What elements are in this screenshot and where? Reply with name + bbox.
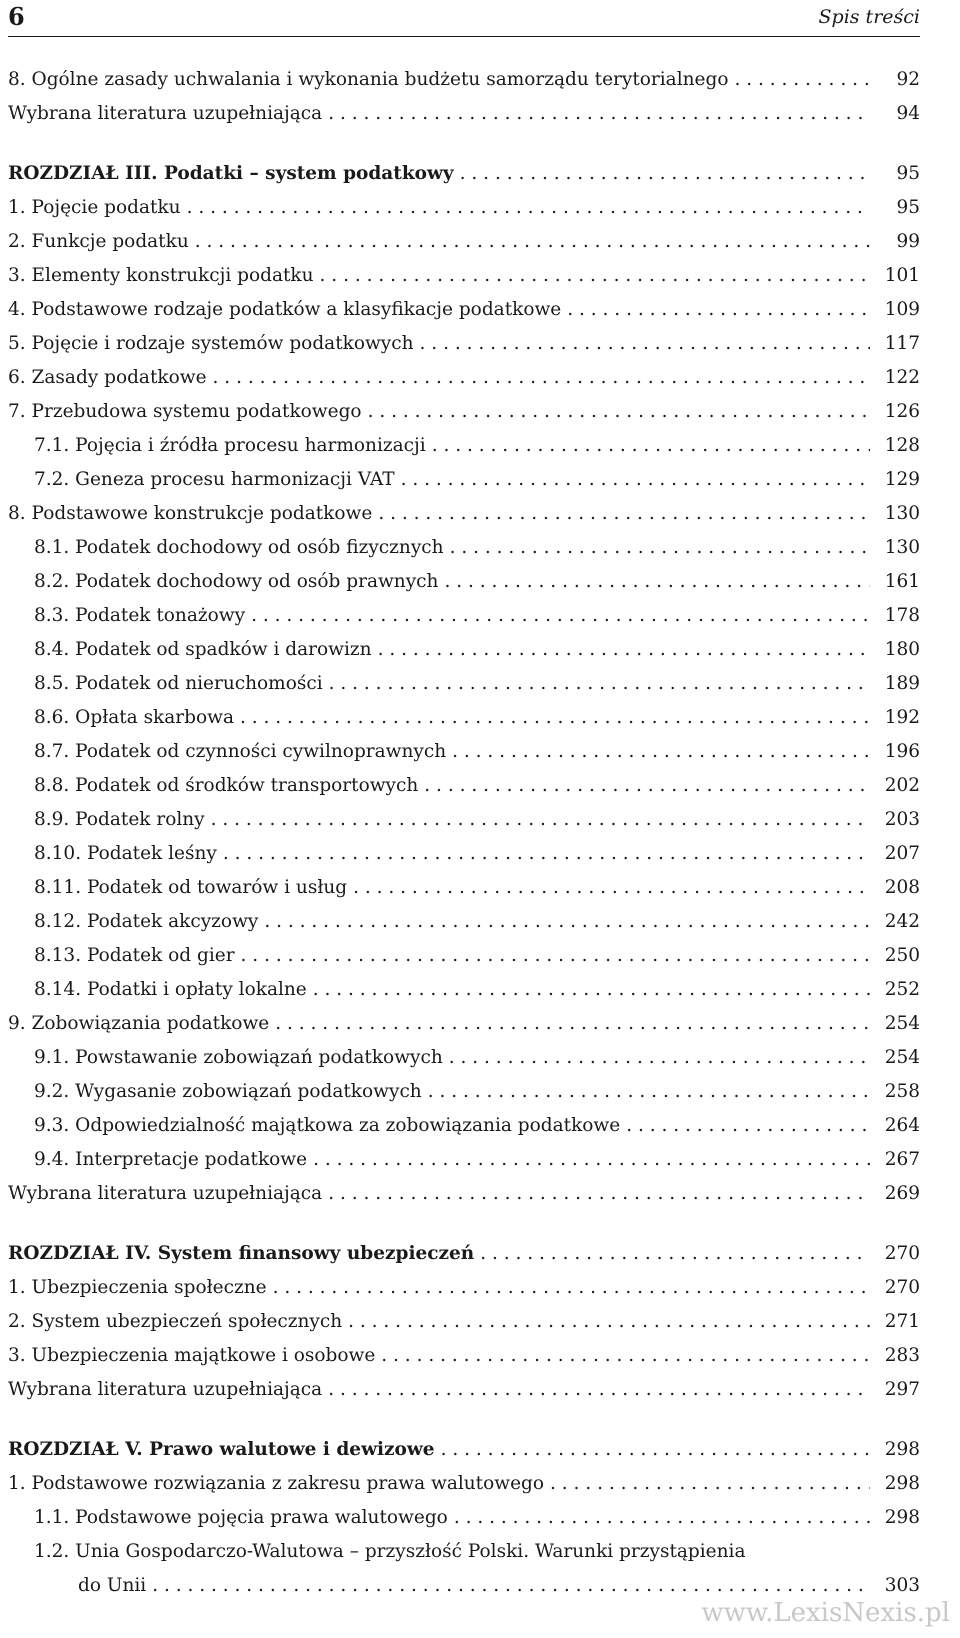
toc-entry-page: 258 [884,1081,920,1102]
toc-entry-label: 8.7. Podatek od czynności cywilnoprawnych [34,741,447,762]
toc-entry[interactable] [8,92,920,126]
dot-leader [401,468,870,492]
toc-entry-label: Wybrana literatura uzupełniająca [8,1183,323,1204]
toc-entry-label: 1.1. Podstawowe pojęcia prawa walutowego [34,1507,448,1528]
toc-entry-page: 270 [884,1243,920,1264]
toc-entry-label: 4. Podstawowe rodzaje podatków a klasyfikacje podatkowe [8,299,562,320]
toc-entry-page: 189 [884,673,920,694]
toc-entry-page: 161 [884,571,920,592]
toc-entry-label: 3. Elementy konstrukcji podatku [8,265,314,286]
toc-entry-page: 122 [884,367,920,388]
dot-leader [313,978,870,1002]
toc-entry-label: 8.12. Podatek akcyzowy [34,911,259,932]
toc-entry[interactable] [8,1300,920,1334]
toc-entry-label: 7.2. Geneza procesu harmonizacji VAT [34,469,395,490]
dot-leader [441,1438,870,1462]
toc-entry-page: 208 [884,877,920,898]
dot-leader [368,400,870,424]
toc-entry-page: 203 [884,809,920,830]
dot-leader [353,876,870,900]
toc-entry[interactable] [8,1496,920,1530]
toc-entry[interactable] [8,934,920,968]
dot-leader [444,570,870,594]
toc-entry-label: 1.2. Unia Gospodarczo-Walutowa – przyszłość Polski. Warunki przystąpienia [34,1541,746,1562]
toc-entry-page: 298 [884,1473,920,1494]
dot-leader [381,1344,870,1368]
toc-entry-page: 270 [884,1277,920,1298]
dot-leader [328,1378,870,1402]
toc-entry-page: 254 [884,1013,920,1034]
toc-entry-label: 8. Podstawowe konstrukcje podatkowe [8,503,373,524]
toc-entry-label: 8.14. Podatki i opłaty lokalne [34,979,307,1000]
dot-leader [273,1276,870,1300]
dot-leader [328,102,870,126]
toc-entry[interactable] [8,58,920,92]
dot-leader [328,1182,870,1206]
toc-entry[interactable] [8,186,920,220]
toc-entry-page: 178 [884,605,920,626]
toc-entry-page: 242 [884,911,920,932]
dot-leader [240,706,870,730]
toc-entry-page: 207 [884,843,920,864]
toc-entry-label: 8.4. Podatek od spadków i darowizn [34,639,372,660]
toc-entry-label: 6. Zasady podatkowe [8,367,207,388]
toc-entry[interactable] [8,628,920,662]
dot-leader [424,774,870,798]
page-number: 6 [8,2,25,31]
toc-entry-page: 298 [884,1507,920,1528]
toc-entry-page: 92 [896,69,920,90]
toc-entry-label: ROZDZIAŁ IV. System finansowy ubezpieczeń [8,1243,475,1264]
section-gap [8,126,920,152]
toc-entry-page: 95 [896,163,920,184]
toc-entry[interactable] [8,1530,920,1564]
watermark: www.LexisNexis.pl [701,1598,950,1628]
toc-entry-page: 297 [884,1379,920,1400]
toc-entry[interactable] [8,322,920,356]
toc-entry[interactable] [8,1036,920,1070]
toc-entry-label: 8.9. Podatek rolny [34,809,205,830]
toc-entry-label: 9.3. Odpowiedzialność majątkowa za zobowiązania podatkowe [34,1115,621,1136]
toc-chapter-heading[interactable] [8,1428,920,1462]
dot-leader [223,842,870,866]
dot-leader [428,1080,870,1104]
toc-entry[interactable] [8,696,920,730]
toc-entry-label: 8. Ogólne zasady uchwalania i wykonania budżetu samorządu terytorialnego [8,69,729,90]
toc-entry-page: 252 [884,979,920,1000]
toc-entry-page: 254 [884,1047,920,1068]
toc-entry-page: 130 [884,503,920,524]
toc-entry-label: 1. Ubezpieczenia społeczne [8,1277,267,1298]
toc-entry[interactable] [8,832,920,866]
toc-entry[interactable] [8,798,920,832]
toc-entry-page: 303 [884,1575,920,1596]
toc-entry-label: 8.10. Podatek leśny [34,843,217,864]
toc-entry-page: 128 [884,435,920,456]
toc-chapter-heading[interactable] [8,152,920,186]
dot-leader [449,1046,870,1070]
toc-entry[interactable] [8,764,920,798]
running-title: Spis treści [818,6,920,28]
toc-entry-label: 9.1. Powstawanie zobowiązań podatkowych [34,1047,443,1068]
table-of-contents [8,58,920,1598]
toc-entry[interactable] [8,1462,920,1496]
toc-entry-page: 267 [884,1149,920,1170]
toc-entry[interactable] [8,356,920,390]
toc-entry[interactable] [8,730,920,764]
toc-entry[interactable] [8,1172,920,1206]
toc-entry-label: Wybrana literatura uzupełniająca [8,1379,323,1400]
toc-chapter-heading[interactable] [8,1232,920,1266]
toc-entry-label: do Unii [78,1575,147,1596]
toc-entry-label: 8.3. Podatek tonażowy [34,605,246,626]
toc-entry[interactable] [8,1368,920,1402]
toc-entry-page: 298 [884,1439,920,1460]
toc-entry-label: Wybrana literatura uzupełniająca [8,103,323,124]
dot-leader [211,808,870,832]
dot-leader [626,1114,870,1138]
toc-entry-page: 202 [884,775,920,796]
section-gap [8,1206,920,1232]
toc-entry[interactable] [8,1138,920,1172]
toc-entry[interactable] [8,424,920,458]
toc-entry-label: 8.5. Podatek od nieruchomości [34,673,323,694]
dot-leader [152,1574,870,1598]
toc-entry[interactable] [8,1266,920,1300]
dot-leader [251,604,870,628]
toc-entry-page: 129 [884,469,920,490]
dot-leader [320,264,870,288]
toc-entry[interactable] [8,254,920,288]
toc-entry-page: 271 [884,1311,920,1332]
toc-entry-label: 7.1. Pojęcia i źródła procesu harmonizacji [34,435,426,456]
toc-entry[interactable] [8,1070,920,1104]
toc-entry-label: 5. Pojęcie i rodzaje systemów podatkowych [8,333,414,354]
toc-entry-label: 1. Pojęcie podatku [8,197,181,218]
toc-entry-label: 3. Ubezpieczenia majątkowe i osobowe [8,1345,376,1366]
toc-entry-page: 180 [884,639,920,660]
dot-leader [313,1148,870,1172]
toc-entry[interactable] [8,1334,920,1368]
toc-entry[interactable] [8,458,920,492]
toc-entry[interactable] [8,866,920,900]
toc-entry[interactable] [8,900,920,934]
section-gap [8,1402,920,1428]
dot-leader [567,298,870,322]
toc-entry-page: 117 [884,333,920,354]
toc-entry-page: 109 [884,299,920,320]
dot-leader [241,944,870,968]
dot-leader [213,366,870,390]
toc-entry-label: 9.2. Wygasanie zobowiązań podatkowych [34,1081,422,1102]
toc-entry[interactable] [8,220,920,254]
toc-entry[interactable] [8,1104,920,1138]
dot-leader [734,68,870,92]
dot-leader [432,434,870,458]
toc-entry-label: 8.2. Podatek dochodowy od osób prawnych [34,571,439,592]
toc-entry[interactable] [8,288,920,322]
toc-entry-label: 1. Podstawowe rozwiązania z zakresu prawa walutowego [8,1473,545,1494]
toc-entry-page: 283 [884,1345,920,1366]
page-header [8,0,920,37]
dot-leader [420,332,870,356]
toc-entry-label: 8.1. Podatek dochodowy od osób fizycznych [34,537,444,558]
toc-entry[interactable] [8,390,920,424]
toc-entry-label: 2. Funkcje podatku [8,231,189,252]
toc-entry-page: 101 [884,265,920,286]
dot-leader [550,1472,870,1496]
dot-leader [329,672,870,696]
dot-leader [378,638,870,662]
dot-leader [460,162,870,186]
toc-entry-label: 7. Przebudowa systemu podatkowego [8,401,362,422]
toc-entry-page: 192 [884,707,920,728]
dot-leader [452,740,870,764]
toc-entry-label: ROZDZIAŁ III. Podatki – system podatkowy [8,163,454,184]
toc-entry[interactable] [8,662,920,696]
toc-entry-label: 8.6. Opłata skarbowa [34,707,234,728]
toc-entry-label: 9.4. Interpretacje podatkowe [34,1149,308,1170]
toc-entry[interactable] [8,560,920,594]
toc-entry-page: 94 [896,103,920,124]
toc-entry[interactable] [8,1002,920,1036]
toc-entry-page: 99 [896,231,920,252]
dot-leader [187,196,870,220]
dot-leader [348,1310,870,1334]
toc-entry-page: 95 [896,197,920,218]
dot-leader [195,230,870,254]
dot-leader [378,502,870,526]
toc-entry[interactable] [8,594,920,628]
toc-entry-page: 130 [884,537,920,558]
toc-entry-page: 250 [884,945,920,966]
toc-entry-page: 196 [884,741,920,762]
toc-entry-label: 8.8. Podatek od środków transportowych [34,775,419,796]
toc-entry-label: 2. System ubezpieczeń społecznych [8,1311,343,1332]
toc-entry[interactable] [8,526,920,560]
dot-leader [275,1012,870,1036]
toc-entry-label: ROZDZIAŁ V. Prawo walutowe i dewizowe [8,1439,435,1460]
toc-entry[interactable] [8,968,920,1002]
dot-leader [450,536,870,560]
dot-leader [264,910,870,934]
toc-entry-label: 9. Zobowiązania podatkowe [8,1013,270,1034]
toc-entry-page: 269 [884,1183,920,1204]
toc-entry[interactable] [8,492,920,526]
dot-leader [454,1506,870,1530]
toc-entry-continuation[interactable] [8,1564,920,1598]
toc-entry-label: 8.11. Podatek od towarów i usług [34,877,348,898]
toc-entry-page: 126 [884,401,920,422]
toc-entry-label: 8.13. Podatek od gier [34,945,235,966]
dot-leader [480,1242,870,1266]
toc-entry-page: 264 [884,1115,920,1136]
